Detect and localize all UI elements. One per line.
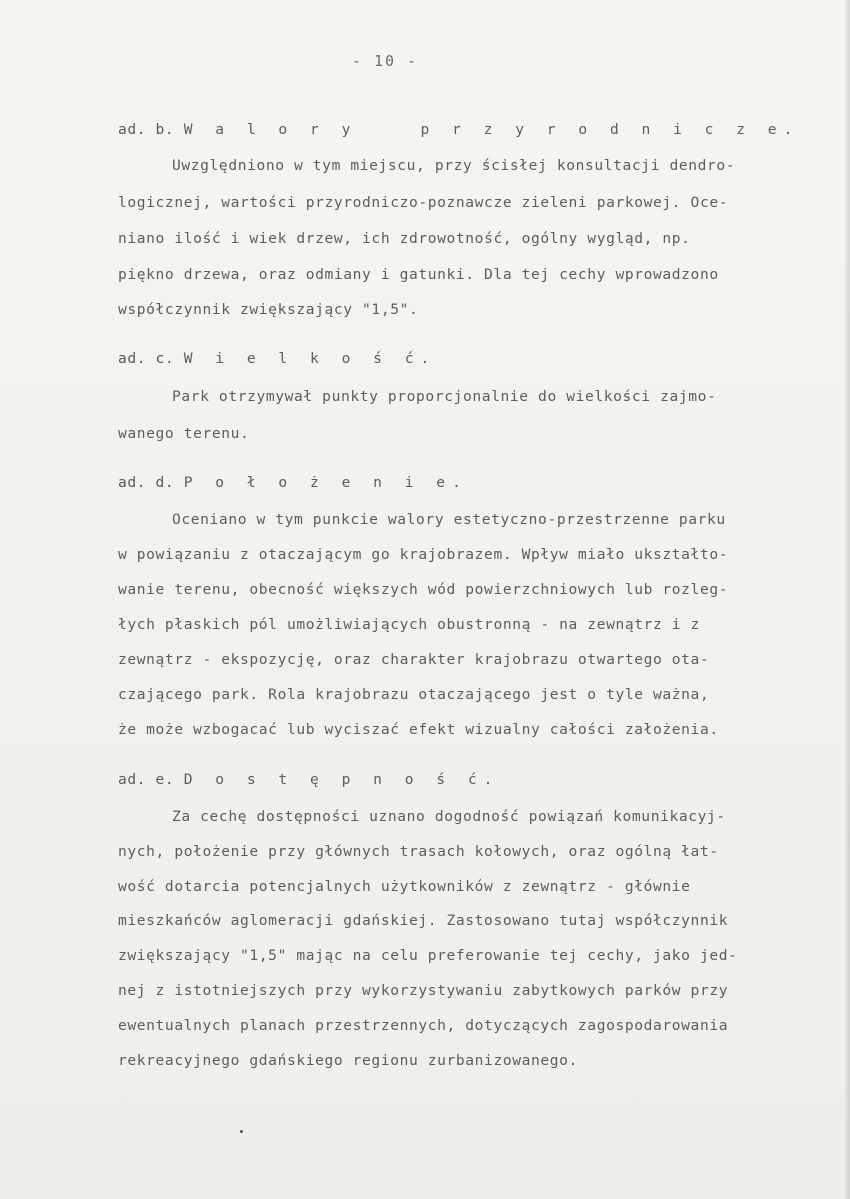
page-edge-shadow xyxy=(844,0,850,1199)
section-label: ad. b. xyxy=(118,121,175,138)
text-line: łych płaskich pól umożliwiających obustronną - na zewnątrz i z xyxy=(118,616,700,633)
section-title: W a l o r y p r z y r o d n i c z e. xyxy=(183,121,800,138)
text-line: nych, położenie przy głównych trasach kołowych, oraz ogólną łat- xyxy=(118,843,719,860)
text-line: piękno drzewa, oraz odmiany i gatunki. Dla tej cechy wprowadzono xyxy=(118,266,719,283)
text-line: Uwzględniono w tym miejscu, przy ścisłej konsultacji dendro- xyxy=(172,157,736,174)
section-heading xyxy=(118,474,468,491)
text-line: wanie terenu, obecność większych wód powierzchniowych lub rozleg- xyxy=(118,581,729,598)
text-line: rekreacyjnego gdańskiego regionu zurbanizowanego. xyxy=(118,1052,578,1069)
text-line: w powiązaniu z otaczającym go krajobrazem. Wpływ miało ukształto- xyxy=(118,546,729,563)
page-number: - 10 - xyxy=(351,52,419,70)
section-heading xyxy=(118,350,436,367)
section-heading xyxy=(118,771,499,788)
text-line: ewentualnych planach przestrzennych, dotyczących zagospodarowania xyxy=(118,1017,729,1034)
section-label: ad. d. xyxy=(118,474,175,491)
text-line: Park otrzymywał punkty proporcjonalnie do wielkości zajmo- xyxy=(172,388,717,405)
section-title: D o s t ę p n o ś ć. xyxy=(183,771,500,788)
text-line: współczynnik zwiększający "1,5". xyxy=(118,301,419,318)
text-line: zewnątrz - ekspozycję, oraz charakter krajobrazu otwartego ota- xyxy=(118,651,710,668)
text-line: niano ilość i wiek drzew, ich zdrowotność, ogólny wygląd, np. xyxy=(118,230,691,247)
text-line: Za cechę dostępności uznano dogodność powiązań komunikacyj- xyxy=(172,808,726,825)
section-title: P o ł o ż e n i e. xyxy=(183,474,468,491)
text-line: zwiększający "1,5" mając na celu preferowanie tej cechy, jako jed- xyxy=(118,947,738,964)
text-line: logicznej, wartości przyrodniczo-poznawcze zieleni parkowej. Oce- xyxy=(118,194,729,211)
section-label: ad. e. xyxy=(118,771,175,788)
section-title: W i e l k o ś ć. xyxy=(183,350,437,367)
text-line: Oceniano w tym punkcie walory estetyczno-przestrzenne parku xyxy=(172,511,726,528)
section-label: ad. c. xyxy=(118,350,175,367)
text-line: nej z istotniejszych przy wykorzystywaniu zabytkowych parków przy xyxy=(118,982,729,999)
text-line: mieszkańców aglomeracji gdańskiej. Zastosowano tutaj współczynnik xyxy=(118,912,729,929)
section-heading xyxy=(118,121,799,138)
text-line: wość dotarcia potencjalnych użytkowników z zewnątrz - głównie xyxy=(118,878,691,895)
text-line: że może wzbogacać lub wyciszać efekt wizualny całości założenia. xyxy=(118,721,719,738)
scan-speck xyxy=(240,1130,243,1133)
text-line: wanego terenu. xyxy=(118,425,250,442)
text-line: czającego park. Rola krajobrazu otaczającego jest o tyle ważna, xyxy=(118,686,710,703)
